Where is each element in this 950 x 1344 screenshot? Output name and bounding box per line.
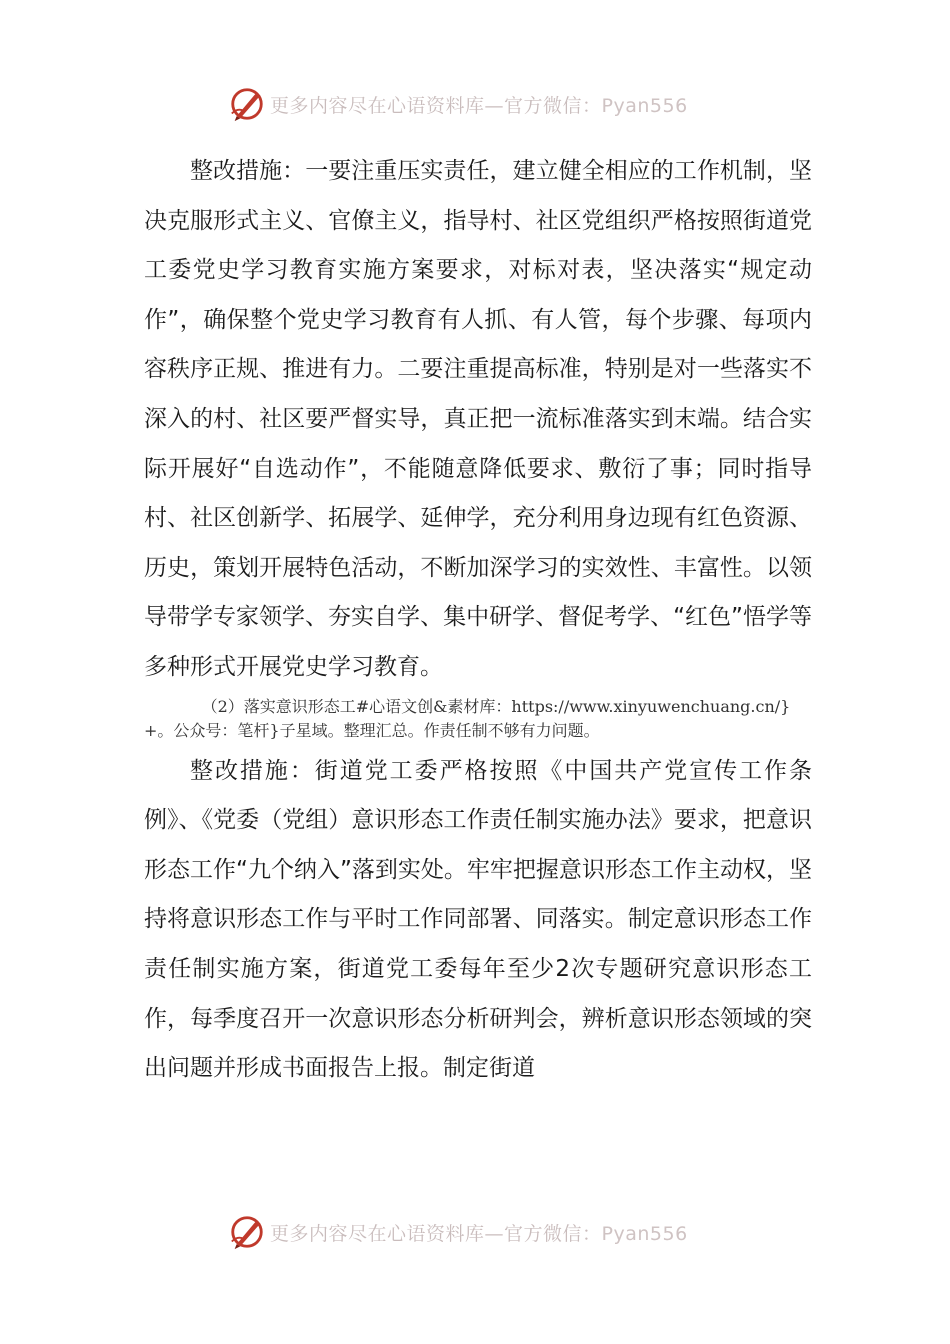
footer-watermark	[228, 1212, 728, 1252]
paragraph-rectification-1: 整改措施：一要注重压实责任，建立健全相应的工作机制，坚决克服形式主义、官僚主义，指导村、社区党组织严格按照街道党工委党史学习教育实施方案要求，对标对表，坚决落实“规定动作”，确保整个党史学习教育有人抓、有人管，每个步骤、每项内容秩序正规、推进有力。二要注重提高标准，特别是对一些落实不深入的村、社区要严督实导，真正把一流标准落实到末端。结合实际开展好“自选动作”，不能随意降低要求、敷衍了事；同时指导村、社区创新学、拓展学、延伸学，充分利用身边现有红色资源、历史，策划开展特色活动，不断加深学习的实效性、丰富性。以领导带学专家领学、夯实自学、集中研学、督促考学、“红色”悟学等多种形式开展党史学习教育。	[144, 158, 812, 680]
pen-in-circle-logo-icon	[228, 1213, 266, 1251]
watermark-text: 更多内容尽在心语资料库—官方微信：Pyan556	[270, 94, 688, 117]
section-heading-note: （2）落实意识形态工#心语文创&素材库：https://www.xinyuwenchuang.cn/}+。公众号：笔杆}子星域。整理汇总。作责任制不够有力问题。	[144, 696, 791, 740]
watermark-text: 更多内容尽在心语资料库—官方微信：Pyan556	[270, 1222, 688, 1245]
header-watermark	[228, 84, 728, 124]
wechat-id: Pyan556	[601, 94, 688, 117]
document-body	[144, 147, 812, 1094]
pen-in-circle-logo-icon	[228, 85, 266, 123]
wechat-id: Pyan556	[601, 1222, 688, 1245]
paragraph-rectification-2: 整改措施：街道党工委严格按照《中国共产党宣传工作条例》、《党委（党组）意识形态工作责任制实施办法》要求，把意识形态工作“九个纳入”落到实处。牢牢把握意识形态工作主动权，坚持将意识形态工作与平时工作同部署、同落实。制定意识形态工作责任制实施方案，街道党工委每年至少2次专题研究意识形态工作，每季度召开一次意识形态分析研判会，辨析意识形态领域的突出问题并形成书面报告上报。制定街道	[144, 757, 812, 1082]
